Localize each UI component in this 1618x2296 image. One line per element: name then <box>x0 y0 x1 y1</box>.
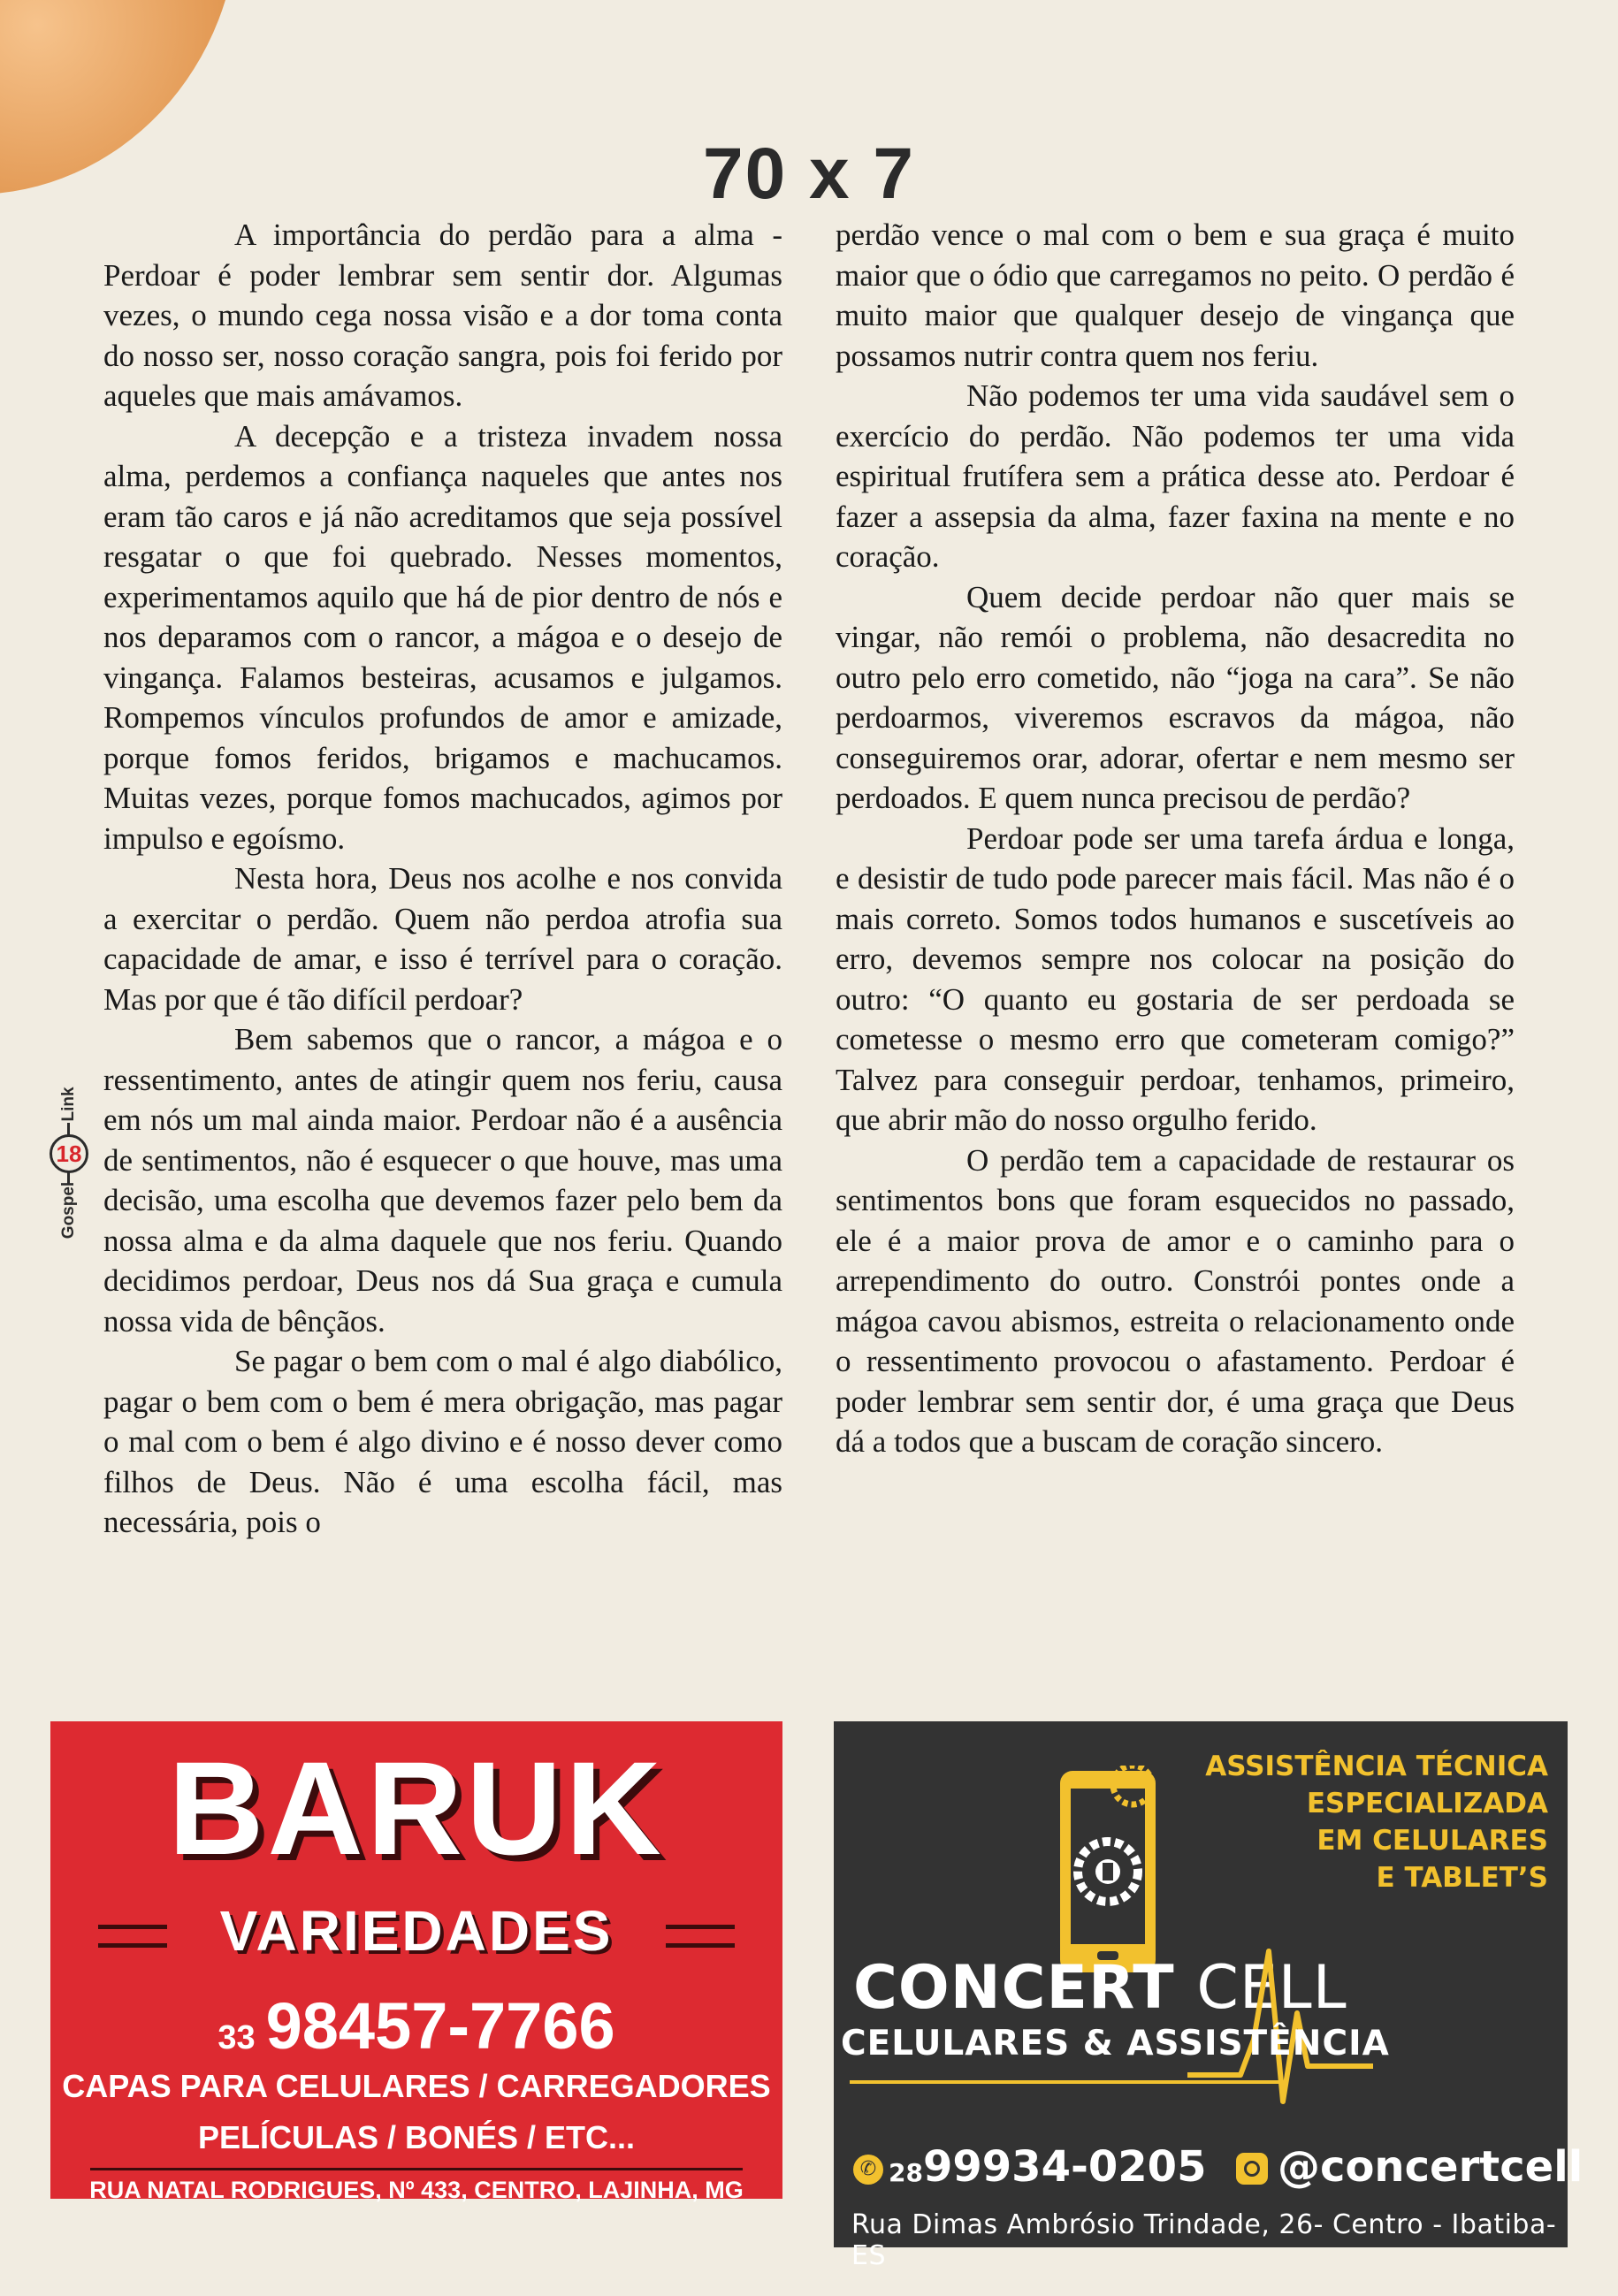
instagram-icon <box>1236 2153 1268 2185</box>
article-right-column <box>836 215 1515 1462</box>
ad-phone <box>889 2142 1206 2192</box>
ad-phone-number: 99934-0205 <box>922 2142 1207 2192</box>
paragraph: Se pagar o bem com o mal é algo diabólico, pagar o bem com o bem é mera obrigação, mas pagar o mal com o bem é algo divino e é nosso dever como filhos de Deus. Não é uma escolha fácil, mas necessária, pois o <box>103 1344 782 1539</box>
heartbeat-line-icon <box>1187 1934 1373 2110</box>
ad-brand-subtitle: VARIEDADES <box>219 1899 614 1963</box>
paragraph: A importância do perdão para a alma - Perdoar é poder lembrar sem sentir dor. Algumas vezes, o mundo cega nossa visão e a dor toma conta do nosso ser, nosso coração sangra, pois foi ferido por aqueles que mais amávamos. <box>103 217 782 413</box>
divider <box>850 2080 1286 2084</box>
phone-gear-icon <box>1055 1766 1161 1978</box>
page-number: 18 <box>50 1134 88 1173</box>
ad-brand-name: BARUK <box>168 1734 665 1882</box>
divider <box>90 2168 743 2170</box>
paragraph: O perdão tem a capacidade de restaurar os sentimentos bons que foram esquecidos no passado, ele é a maior prova de amor e o caminho para o arrependimento do outro. Constrói pontes onde a mágoa cavou abismos, estreita o relacionamento onde o ressentimento provocou o afastamento. Perdoar é poder lembrar sem sentir dor, é uma graça que Deus dá a todos que a buscam de coração sincero. <box>836 1142 1515 1459</box>
publication-name-b: Link <box>59 1087 78 1122</box>
ad-products-line: PELÍCULAS / BONÉS / ETC... <box>197 2119 636 2155</box>
article-title: 70 x 7 <box>703 133 915 214</box>
ad-phone <box>50 1988 782 2063</box>
brand-bold: CONCERT <box>853 1953 1175 2023</box>
article-left-column <box>103 215 782 1543</box>
ad-products-line: CAPAS PARA CELULARES / CARREGADORES <box>62 2068 771 2104</box>
brand-light: CELL <box>1196 1953 1347 2023</box>
paragraph: Não podemos ter uma vida saudável sem o exercício do perdão. Não podemos ter uma vida espiritual frutífera sem a prática desse ato. Perdoar é fazer a assepsia da alma, fazer faxina na mente e no coração. <box>836 378 1515 574</box>
tagline-line: E TABLET’S <box>1376 1862 1548 1894</box>
whatsapp-icon: ✆ <box>853 2155 883 2185</box>
paragraph: Bem sabemos que o rancor, a mágoa e o ressentimento, antes de atingir quem nos feriu, causa em nós um mal ainda maior. Perdoar não é a ausência de sentimentos, não é esquecer o que houve, mas uma decisão, uma escolha que devemos fazer pelo bem da nossa alma e da alma daquele que nos feriu. Quando decidimos perdoar, Deus nos dá Sua graça e cumula nossa vida de bênçãos. <box>103 1022 782 1339</box>
tagline-line: ASSISTÊNCIA TÉCNICA <box>1205 1751 1548 1782</box>
ad-instagram-handle: @concertcell <box>1278 2142 1584 2192</box>
paragraph-continuation: perdão vence o mal com o bem e sua graça é muito maior que o ódio que carregamos no peito. O perdão é muito maior que qualquer desejo de vingança que possamos nutrir contra quem nos feriu. <box>836 217 1515 373</box>
paragraph: A decepção e a tristeza invadem nossa alma, perdemos a confiança naqueles que antes nos eram tão caros e já não acreditamos que seja possível resgatar o que foi quebrado. Nesses momentos, experimentamos aquilo que há de pior dentro de nós e nos deparamos com o rancor, a mágoa e o desejo de vingança. Falamos besteiras, acusamos e julgamos. Rompemos vínculos profundos de amor e amizade, porque fomos feridos, brigamos e machucamos. Muitas vezes, porque fomos machucados, agimos por impulso e egoísmo. <box>103 418 782 856</box>
ad-tagline <box>1205 1748 1548 1896</box>
ad-brand-subtitle: CELULARES & ASSISTÊNCIA <box>841 2024 1390 2063</box>
tagline-line: ESPECIALIZADA <box>1306 1788 1548 1819</box>
paragraph: Perdoar pode ser uma tarefa árdua e longa, e desistir de tudo pode parecer mais fácil. Mas não é o mais correto. Somos todos humanos e suscetíveis ao erro, devemos sempre nos colocar na posição do outro: “O quanto eu gostaria de ser perdoada se cometesse o mesmo erro que cometeram comigo?” Talvez para conseguir perdoar, tenhamos, primeiro, que abrir mão do nosso orgulho ferido. <box>836 820 1515 1137</box>
tagline-line: EM CELULARES <box>1317 1825 1548 1857</box>
ad-baruk-variedades <box>50 1721 782 2203</box>
ad-concert-cell <box>834 1721 1584 2271</box>
paragraph: Quem decide perdoar não quer mais se vingar, não remói o problema, não desacredita no outro pelo erro cometido, não “joga na cara”. Se não perdoarmos, viveremos escravos da mágoa, não conseguiremos orar, adorar, ofertar e nem mesmo ser perdoados. E quem nunca precisou de perdão? <box>836 579 1515 815</box>
paragraph: Nesta hora, Deus nos acolhe e nos convida a exercitar o perdão. Quem não perdoa atrofia sua capacidade de amar, e isso é terrível para o coração. Mas por que é tão difícil perdoar? <box>103 861 782 1017</box>
ad-area-code: 28 <box>889 2158 923 2187</box>
ad-phone-number: 98457-7766 <box>265 1989 615 2063</box>
page-tab <box>44 1077 94 1240</box>
ad-address: RUA NATAL RODRIGUES, Nº 433, CENTRO, LAJINHA, MG <box>89 2177 744 2203</box>
ad-address: Rua Dimas Ambrósio Trindade, 26- Centro - Ibatiba-ES <box>851 2209 1557 2271</box>
ad-area-code: 33 <box>218 2019 256 2056</box>
publication-name-a: Gospel <box>59 1181 78 1240</box>
